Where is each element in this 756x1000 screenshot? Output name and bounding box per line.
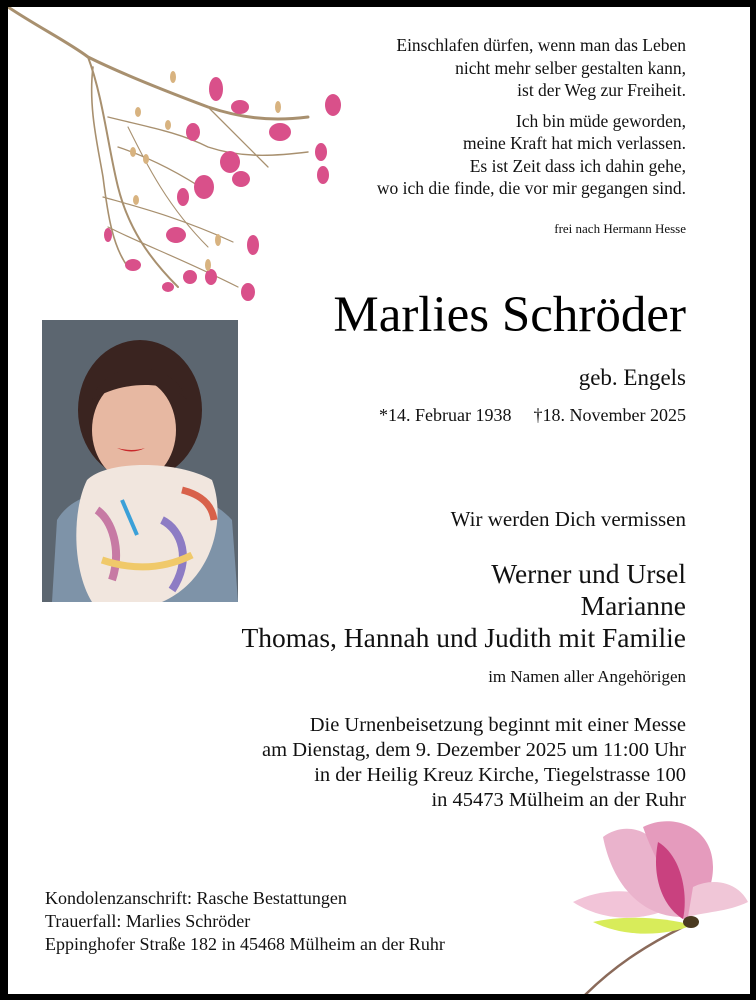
poem-line: Es ist Zeit dass ich dahin gehe, bbox=[469, 155, 686, 176]
birth-date: *14. Februar 1938 bbox=[379, 405, 512, 425]
on-behalf-note: im Namen aller Angehörigen bbox=[488, 667, 686, 686]
condolence-line: Trauerfall: Marlies Schröder bbox=[45, 911, 251, 931]
service-line: am Dienstag, dem 9. Dezember 2025 um 11:00 Uhr bbox=[262, 739, 686, 761]
condolence-line: Kondolenzanschrift: Rasche Bestattungen bbox=[45, 888, 347, 908]
service-line: Die Urnenbeisetzung beginnt mit einer Messe bbox=[309, 714, 686, 736]
mourner-name: Werner und Ursel bbox=[491, 558, 686, 589]
maiden-name: geb. Engels bbox=[578, 365, 686, 390]
farewell-tagline: Wir werden Dich vermissen bbox=[450, 507, 686, 531]
poem-line: nicht mehr selber gestalten kann, bbox=[455, 57, 686, 78]
poem bbox=[266, 34, 686, 208]
condolence-line: Eppinghofer Straße 182 in 45468 Mülheim an der Ruhr bbox=[45, 934, 445, 954]
poem-stanza-1 bbox=[266, 34, 686, 102]
service-line: in 45473 Mülheim an der Ruhr bbox=[431, 789, 686, 811]
portrait-illustration bbox=[42, 320, 238, 602]
service-line: in der Heilig Kreuz Kirche, Tiegelstrasse 100 bbox=[314, 764, 686, 786]
death-date: †18. November 2025 bbox=[533, 405, 686, 425]
mourner-names bbox=[241, 558, 686, 654]
mourner-name: Marianne bbox=[580, 590, 686, 621]
service-details bbox=[262, 713, 686, 813]
poem-line: wo ich die finde, die vor mir gegangen sind. bbox=[376, 178, 686, 198]
mourner-name: Thomas, Hannah und Judith mit Familie bbox=[241, 622, 686, 653]
poem-line: Einschlafen dürfen, wenn man das Leben bbox=[396, 35, 686, 55]
portrait-photo bbox=[42, 320, 238, 602]
poem-line: meine Kraft hat mich verlassen. bbox=[462, 133, 686, 153]
magnolia-flower-decoration bbox=[563, 807, 750, 994]
condolence-address bbox=[45, 887, 445, 956]
poem-stanza-2 bbox=[266, 110, 686, 200]
poem-source: frei nach Hermann Hesse bbox=[554, 221, 686, 236]
poem-line: Ich bin müde geworden, bbox=[515, 110, 686, 131]
obituary-card bbox=[8, 7, 750, 994]
poem-line: ist der Weg zur Freiheit. bbox=[517, 80, 686, 100]
life-dates bbox=[379, 405, 686, 426]
deceased-name: Marlies Schröder bbox=[333, 287, 686, 343]
